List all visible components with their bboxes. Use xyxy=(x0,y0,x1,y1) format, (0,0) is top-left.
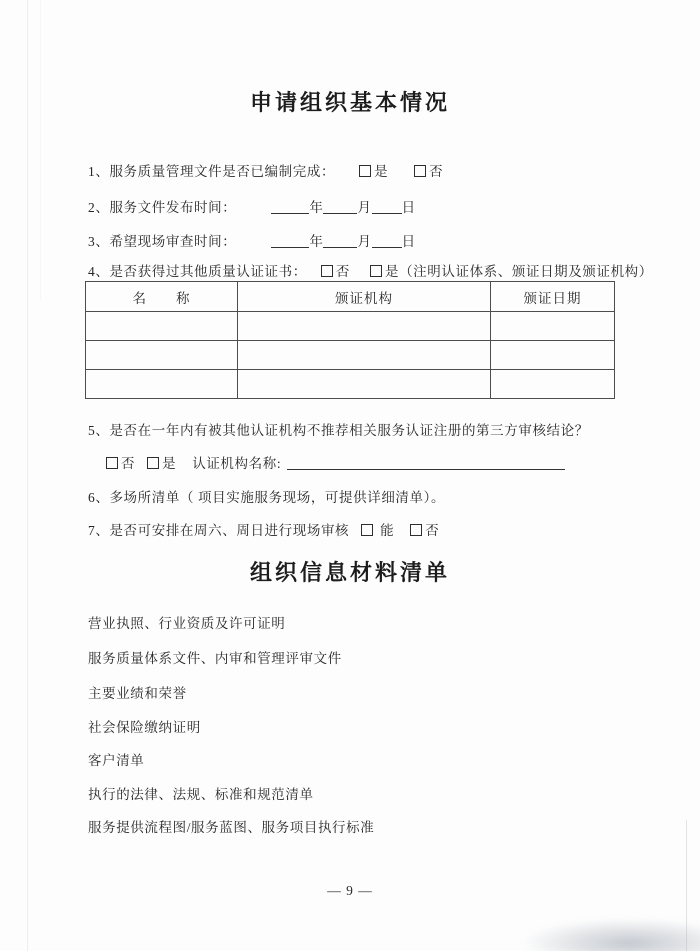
table-cell xyxy=(238,341,491,370)
question-7-label: 7、是否可安排在周六、周日进行现场审核 xyxy=(88,523,350,538)
table-cell xyxy=(86,370,238,399)
question-5-label: 5、是否在一年内有被其他认证机构不推荐相关服务认证注册的第三方审核结论？ xyxy=(88,423,589,438)
section2-title: 组织信息材料清单 xyxy=(249,560,450,585)
question-3-label: 3、希望现场审查时间： xyxy=(88,234,237,249)
option-no-label: 否 xyxy=(335,264,350,279)
option-can-label: 能 xyxy=(380,523,395,538)
list-item: 客户清单 xyxy=(88,753,145,768)
list-item: 服务质量体系文件、内审和管理评审文件 xyxy=(88,651,342,666)
scan-edge-line xyxy=(27,0,28,951)
table-cell xyxy=(491,341,615,370)
table-cell xyxy=(491,312,615,341)
header-cert-agency: 颁证机构 xyxy=(238,282,491,312)
table-cell xyxy=(86,341,238,370)
checkbox-icon xyxy=(359,165,371,177)
option-yes-label: 是 xyxy=(374,164,389,179)
option-yes-label: 是 xyxy=(384,264,400,279)
day-blank xyxy=(372,200,402,214)
question-4-note: （注明认证体系、颁证日期及颁证机构） xyxy=(399,264,653,279)
table-row xyxy=(86,341,615,370)
question-7 xyxy=(88,519,439,539)
table-cell xyxy=(491,370,615,399)
list-item: 主要业绩和荣誉 xyxy=(88,686,187,701)
table-row xyxy=(86,312,615,341)
year-label: 年 xyxy=(309,234,324,249)
option-yes-label: 是 xyxy=(162,456,177,471)
list-item: 营业执照、行业资质及许可证明 xyxy=(88,616,286,631)
month-blank xyxy=(323,200,357,214)
checkbox-icon xyxy=(361,524,373,536)
checkbox-icon xyxy=(370,265,382,277)
table-row xyxy=(86,370,615,399)
option-no-label: 否 xyxy=(121,456,136,471)
scan-smudge-artifact xyxy=(520,918,700,951)
table-cell xyxy=(238,312,491,341)
table-cell xyxy=(86,312,238,341)
certificates-table xyxy=(85,281,615,399)
month-label: 月 xyxy=(357,200,372,215)
year-blank xyxy=(271,234,309,248)
list-item: 服务提供流程图/服务蓝图、服务项目执行标准 xyxy=(88,820,375,835)
list-item: 执行的法律、法规、标准和规范清单 xyxy=(88,787,314,802)
agency-name-label: 认证机构名称: xyxy=(192,456,282,471)
day-label: 日 xyxy=(401,200,416,215)
day-blank xyxy=(372,234,402,248)
checkbox-icon xyxy=(321,265,333,277)
list-item: 社会保险缴纳证明 xyxy=(88,720,201,735)
page-number: — 9 — xyxy=(327,883,373,898)
table-header-row xyxy=(86,282,615,312)
question-5-options xyxy=(106,452,565,472)
question-4-label: 4、是否获得过其他质量认证证书： xyxy=(88,264,307,279)
agency-name-blank xyxy=(287,456,565,470)
year-blank xyxy=(271,200,309,214)
month-blank xyxy=(323,234,357,248)
checkbox-icon xyxy=(106,457,118,469)
question-5 xyxy=(88,419,589,439)
year-label: 年 xyxy=(309,200,324,215)
checkbox-icon xyxy=(147,457,159,469)
option-no-label: 否 xyxy=(425,523,440,538)
question-1 xyxy=(88,160,443,180)
question-4 xyxy=(88,260,653,280)
question-3 xyxy=(88,230,416,250)
checkbox-icon xyxy=(410,524,422,536)
header-cert-name: 名 称 xyxy=(86,282,238,312)
section1-title: 申请组织基本情况 xyxy=(249,90,450,115)
question-1-label: 1、服务质量管理文件是否已编制完成： xyxy=(88,164,336,179)
question-6 xyxy=(88,486,445,506)
header-cert-date: 颁证日期 xyxy=(491,282,615,312)
day-label: 日 xyxy=(401,234,416,249)
table-cell xyxy=(238,370,491,399)
question-2 xyxy=(88,196,416,216)
question-2-label: 2、服务文件发布时间： xyxy=(88,200,237,215)
checkbox-icon xyxy=(414,165,426,177)
month-label: 月 xyxy=(357,234,372,249)
scan-edge-line xyxy=(40,0,41,300)
question-6-label: 6、多场所清单（ 项目实施服务现场，可提供详细清单）。 xyxy=(88,490,446,505)
option-no-label: 否 xyxy=(429,164,444,179)
